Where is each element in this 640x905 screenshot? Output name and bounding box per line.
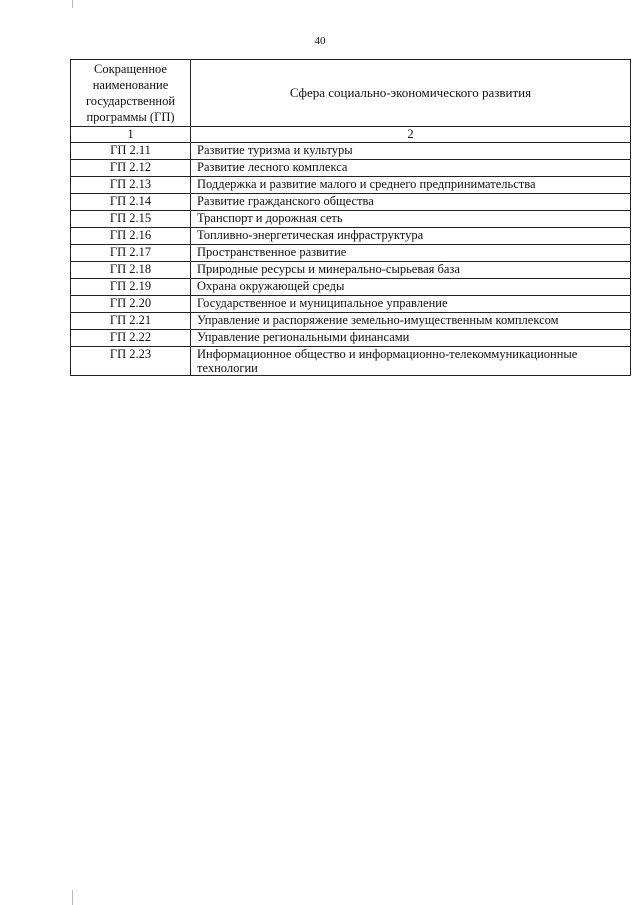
program-code: ГП 2.21 <box>71 313 191 330</box>
table-row <box>71 313 631 330</box>
table-row <box>71 194 631 211</box>
program-code: ГП 2.13 <box>71 177 191 194</box>
table-row <box>71 160 631 177</box>
program-code: ГП 2.18 <box>71 262 191 279</box>
table-row <box>71 143 631 160</box>
program-code: ГП 2.12 <box>71 160 191 177</box>
program-code: ГП 2.11 <box>71 143 191 160</box>
program-sphere: Развитие гражданского общества <box>191 194 631 211</box>
program-code: ГП 2.19 <box>71 279 191 296</box>
table-row <box>71 211 631 228</box>
program-sphere: Государственное и муниципальное управление <box>191 296 631 313</box>
table-row <box>71 245 631 262</box>
programs-table <box>70 59 631 376</box>
program-sphere: Управление и распоряжение земельно-имущественным комплексом <box>191 313 631 330</box>
table-row <box>71 177 631 194</box>
program-code: ГП 2.20 <box>71 296 191 313</box>
table-row <box>71 296 631 313</box>
table-row <box>71 228 631 245</box>
header-sphere: Сфера социально-экономического развития <box>191 60 631 127</box>
program-sphere: Природные ресурсы и минерально-сырьевая база <box>191 262 631 279</box>
column-number-row <box>71 127 631 143</box>
program-sphere: Развитие лесного комплекса <box>191 160 631 177</box>
table-row <box>71 279 631 296</box>
table-row <box>71 330 631 347</box>
program-sphere: Информационное общество и информационно-телекоммуникационные технологии <box>191 347 631 376</box>
program-code: ГП 2.17 <box>71 245 191 262</box>
program-code: ГП 2.22 <box>71 330 191 347</box>
program-code: ГП 2.16 <box>71 228 191 245</box>
table-row <box>71 347 631 376</box>
scan-margin-mark <box>72 890 73 905</box>
program-sphere: Управление региональными финансами <box>191 330 631 347</box>
table-row <box>71 262 631 279</box>
program-sphere: Поддержка и развитие малого и среднего предпринимательства <box>191 177 631 194</box>
program-sphere: Топливно-энергетическая инфраструктура <box>191 228 631 245</box>
program-sphere: Развитие туризма и культуры <box>191 143 631 160</box>
scan-margin-mark <box>72 0 73 8</box>
column-number-2: 2 <box>191 127 631 143</box>
program-code: ГП 2.14 <box>71 194 191 211</box>
program-sphere: Пространственное развитие <box>191 245 631 262</box>
table-header-row <box>71 60 631 127</box>
page-number: 40 <box>314 35 326 47</box>
program-code: ГП 2.23 <box>71 347 191 376</box>
header-program-name: Сокращенное наименование государственной программы (ГП) <box>71 60 191 127</box>
program-code: ГП 2.15 <box>71 211 191 228</box>
program-sphere: Транспорт и дорожная сеть <box>191 211 631 228</box>
column-number-1: 1 <box>71 127 191 143</box>
program-sphere: Охрана окружающей среды <box>191 279 631 296</box>
